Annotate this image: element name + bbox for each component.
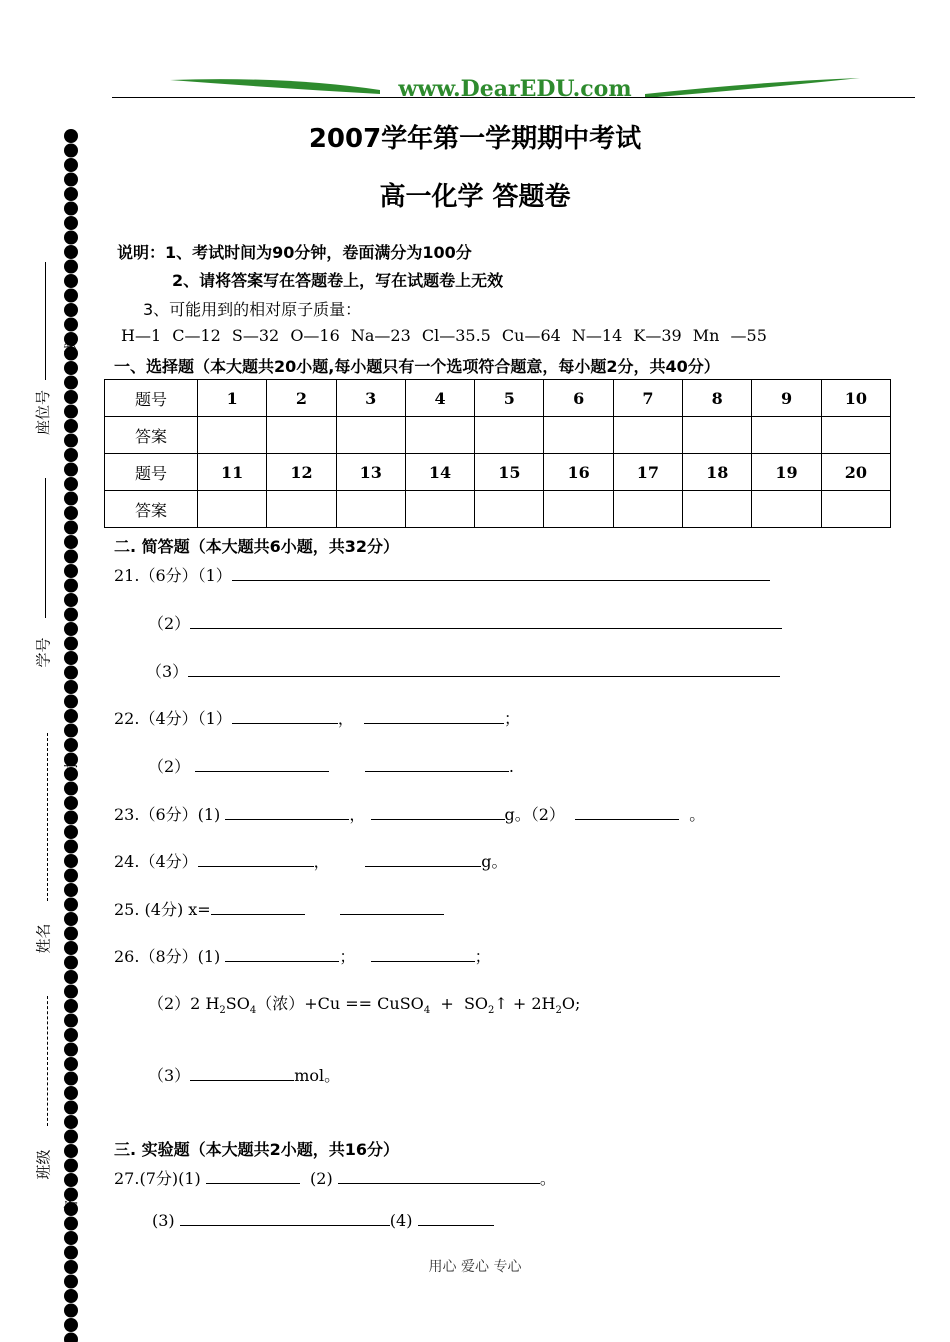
answer-blank[interactable] — [225, 945, 339, 962]
seal-marker: 封 — [64, 763, 80, 777]
binding-hole — [64, 376, 78, 390]
answer-cell[interactable] — [683, 491, 752, 528]
binding-hole — [64, 187, 78, 201]
binding-hole — [64, 274, 78, 288]
binding-hole — [64, 1333, 78, 1342]
q-num: 11 — [198, 454, 267, 491]
q25-line: 25. (4分) x= — [114, 897, 444, 920]
q24-line: 24.（4分） ， g。 — [114, 852, 508, 871]
answer-cell[interactable] — [752, 417, 821, 454]
binding-hole — [64, 158, 78, 172]
binding-hole — [64, 695, 78, 709]
binding-hole — [64, 202, 78, 216]
q21-line2: （2） — [148, 611, 782, 634]
answer-blank[interactable] — [338, 1167, 540, 1184]
seat-line — [45, 262, 46, 380]
class-line — [47, 996, 48, 1126]
binding-hole — [64, 869, 78, 883]
answer-cell[interactable] — [683, 417, 752, 454]
binding-hole — [64, 1304, 78, 1318]
question-number-row-2 — [105, 454, 891, 491]
binding-hole — [64, 680, 78, 694]
answer-cell[interactable] — [336, 417, 405, 454]
binding-hole — [64, 985, 78, 999]
binding-hole — [64, 1217, 78, 1231]
answer-blank[interactable] — [190, 1064, 294, 1081]
binding-hole — [64, 1318, 78, 1332]
question-number-row-1 — [105, 380, 891, 417]
logo-text: www.DearEDU.com — [398, 76, 632, 102]
binding-hole — [64, 1072, 78, 1086]
q-num: 14 — [405, 454, 474, 491]
q22-line2: （2） . — [148, 757, 514, 776]
binding-hole — [64, 1275, 78, 1289]
binding-hole — [64, 419, 78, 433]
q26-equation: （2）2 $H_2SO_4$（浓）+Cu == CuSO$_4$ + $SO_2↑ + 2H_2O$; — [148, 994, 581, 1017]
binding-holes — [58, 128, 84, 1342]
paper-subtitle: 高一化学 答题卷 — [379, 182, 571, 212]
answer-cell[interactable] — [475, 491, 544, 528]
answer-blank[interactable] — [206, 1167, 300, 1184]
answer-cell[interactable] — [821, 491, 890, 528]
binding-hole — [64, 492, 78, 506]
binding-hole — [64, 1159, 78, 1173]
binding-hole — [64, 854, 78, 868]
binding-hole — [64, 289, 78, 303]
binding-hole — [64, 608, 78, 622]
student-no-label: 学号 — [34, 637, 53, 668]
binding-hole — [64, 129, 78, 143]
binding-hole — [64, 463, 78, 477]
binding-hole — [64, 144, 78, 158]
answer-blank[interactable] — [232, 707, 338, 724]
q-num: 9 — [752, 380, 821, 417]
answer-cell[interactable] — [544, 417, 613, 454]
q-num: 18 — [683, 454, 752, 491]
header-logo — [165, 72, 865, 106]
q-num: 3 — [336, 380, 405, 417]
binding-hole — [64, 796, 78, 810]
note-3: 3、可能用到的相对原子质量： — [143, 300, 362, 319]
binding-hole — [64, 477, 78, 491]
section2-heading: 二. 简答题（本大题共6小题，共32分） — [114, 537, 400, 556]
answer-blank[interactable] — [190, 612, 782, 629]
answer-blank[interactable] — [232, 564, 770, 581]
binding-hole — [64, 1101, 78, 1115]
binding-hole — [64, 260, 78, 274]
binding-hole — [64, 535, 78, 549]
exam-title: 2007学年第一学期期中考试 — [308, 124, 642, 154]
binding-hole — [64, 245, 78, 259]
answer-cell[interactable] — [613, 491, 682, 528]
answer-cell[interactable] — [821, 417, 890, 454]
q-num: 16 — [544, 454, 613, 491]
binding-hole — [64, 927, 78, 941]
q21-line3: （3） — [146, 659, 780, 682]
q21-line1: 21.（6分）（1） — [114, 563, 770, 586]
answer-row-1 — [105, 417, 891, 454]
answer-cell[interactable] — [336, 491, 405, 528]
q22-line1: 22.（4分）（1） ， ； — [114, 709, 521, 728]
binding-hole — [64, 970, 78, 984]
binding-hole — [64, 999, 78, 1013]
atomic-masses: H—1 C—12 S—32 O—16 Na—23 Cl—35.5 Cu—64 N—14 K—39 Mn —55 — [121, 326, 767, 345]
logo-swoosh-left — [170, 79, 380, 94]
binding-hole — [64, 521, 78, 535]
binding-hole — [64, 811, 78, 825]
answer-blank[interactable] — [365, 755, 509, 772]
q-num: 2 — [267, 380, 336, 417]
answer-blank[interactable] — [340, 898, 444, 915]
answer-blank[interactable] — [575, 803, 679, 820]
binding-hole — [64, 448, 78, 462]
section1-heading: 一、选择题（本大题共20小题,每小题只有一个选项符合题意，每小题2分，共40分） — [114, 357, 720, 376]
binding-hole — [64, 1231, 78, 1245]
seat-label: 座位号 — [34, 389, 53, 436]
row-label: 答案 — [105, 491, 198, 528]
q27-line2: (3) (4) — [152, 1209, 494, 1230]
q-num: 10 — [821, 380, 890, 417]
q23-line: 23.（6分）(1) ， g。（2） 。 — [114, 805, 706, 824]
binding-hole — [64, 434, 78, 448]
binding-hole — [64, 593, 78, 607]
answer-blank[interactable] — [365, 850, 481, 867]
logo-swoosh-right — [645, 78, 860, 98]
answer-cell[interactable] — [405, 417, 474, 454]
binding-hole — [64, 840, 78, 854]
row-label: 答案 — [105, 417, 198, 454]
binding-hole — [64, 1014, 78, 1028]
binding-hole — [64, 1028, 78, 1042]
name-label: 姓名 — [34, 923, 53, 954]
binding-hole — [64, 1115, 78, 1129]
binding-hole — [64, 303, 78, 317]
binding-hole — [64, 912, 78, 926]
binding-hole — [64, 231, 78, 245]
line-marker: 线 — [64, 341, 80, 355]
answer-cell[interactable] — [475, 417, 544, 454]
binding-hole — [64, 622, 78, 636]
q-num: 20 — [821, 454, 890, 491]
row-label: 题号 — [105, 380, 198, 417]
q-num: 19 — [752, 454, 821, 491]
answer-blank[interactable] — [371, 803, 505, 820]
answer-cell[interactable] — [752, 491, 821, 528]
secret-marker: 密 — [64, 1200, 80, 1214]
binding-hole — [64, 637, 78, 651]
binding-hole — [64, 1057, 78, 1071]
binding-hole — [64, 1144, 78, 1158]
binding-hole — [64, 405, 78, 419]
binding-hole — [64, 724, 78, 738]
binding-hole — [64, 579, 78, 593]
q-num: 4 — [405, 380, 474, 417]
note-2: 2、请将答案写在答题卷上，写在试题卷上无效 — [172, 271, 504, 290]
binding-hole — [64, 550, 78, 564]
answer-cell[interactable] — [198, 417, 267, 454]
binding-hole — [64, 1173, 78, 1187]
binding-hole — [64, 1043, 78, 1057]
answer-cell[interactable] — [267, 491, 336, 528]
binding-hole — [64, 898, 78, 912]
answer-cell[interactable] — [544, 491, 613, 528]
header-rule — [112, 97, 915, 98]
student-no-line — [45, 478, 46, 618]
q27-line1: 27.(7分)(1) (2) 。 — [114, 1169, 556, 1188]
q-num: 8 — [683, 380, 752, 417]
answer-blank[interactable] — [188, 660, 780, 677]
binding-hole — [64, 173, 78, 187]
binding-hole — [64, 564, 78, 578]
binding-hole — [64, 361, 78, 375]
name-line — [47, 733, 48, 901]
q-num: 5 — [475, 380, 544, 417]
q26-line1: 26.（8分）(1) ； ； — [114, 947, 491, 966]
binding-hole — [64, 941, 78, 955]
section3-heading: 三. 实验题（本大题共2小题，共16分） — [114, 1140, 400, 1159]
answer-cell[interactable] — [267, 417, 336, 454]
binding-hole — [64, 318, 78, 332]
q-num: 1 — [198, 380, 267, 417]
binding-hole — [64, 390, 78, 404]
q-num: 6 — [544, 380, 613, 417]
answer-cell[interactable] — [613, 417, 682, 454]
note-1: 说明：1、考试时间为90分钟，卷面满分为100分 — [117, 243, 472, 262]
q-num: 12 — [267, 454, 336, 491]
answer-cell[interactable] — [198, 491, 267, 528]
binding-hole — [64, 506, 78, 520]
q-num: 17 — [613, 454, 682, 491]
answer-cell[interactable] — [405, 491, 474, 528]
binding-hole — [64, 825, 78, 839]
q-num: 7 — [613, 380, 682, 417]
answer-blank[interactable] — [198, 850, 314, 867]
q-num: 13 — [336, 454, 405, 491]
binding-hole — [64, 651, 78, 665]
class-label: 班级 — [34, 1149, 53, 1180]
binding-hole — [64, 666, 78, 680]
binding-hole — [64, 738, 78, 752]
footer-slogan: 用心 爱心 专心 — [428, 1259, 522, 1275]
binding-hole — [64, 883, 78, 897]
answer-row-2 — [105, 491, 891, 528]
binding-hole — [64, 1289, 78, 1303]
answer-blank[interactable] — [418, 1209, 494, 1226]
answer-blank[interactable] — [180, 1209, 390, 1226]
answer-blank[interactable] — [195, 755, 329, 772]
q-num: 15 — [475, 454, 544, 491]
binding-hole — [64, 1130, 78, 1144]
answer-blank[interactable] — [364, 707, 504, 724]
answer-blank[interactable] — [225, 803, 349, 820]
binding-hole — [64, 1086, 78, 1100]
answer-blank[interactable] — [371, 945, 475, 962]
binding-hole — [64, 216, 78, 230]
binding-hole — [64, 782, 78, 796]
binding-hole — [64, 709, 78, 723]
answer-blank[interactable] — [211, 898, 305, 915]
q26-line3: （3） mol。 — [148, 1066, 341, 1085]
answer-grid — [104, 379, 891, 528]
row-label: 题号 — [105, 454, 198, 491]
binding-hole — [64, 956, 78, 970]
